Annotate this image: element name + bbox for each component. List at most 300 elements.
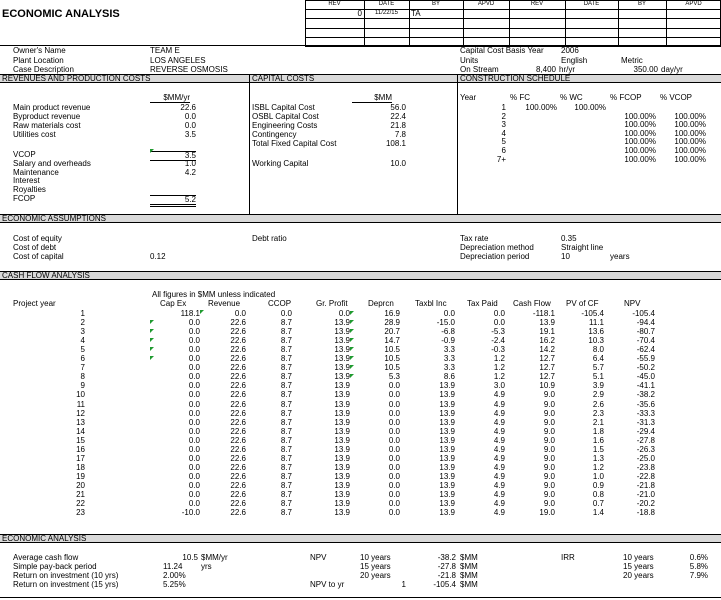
cashflow-cell: 12.7 xyxy=(539,363,555,373)
irr-value: 5.8% xyxy=(689,562,708,571)
cashflow-cell: 1.0 xyxy=(592,471,604,481)
input-flag-icon xyxy=(200,310,204,314)
payback-value: 11.24 xyxy=(163,562,183,571)
cashflow-year: 13 xyxy=(76,417,85,427)
cashflow-cell: -26.3 xyxy=(636,444,655,454)
cashflow-cell: 8.7 xyxy=(280,435,292,445)
cashflow-cell: 13.9 xyxy=(439,480,455,490)
cashflow-cell: 10.9 xyxy=(539,381,555,391)
cashflow-cell: 0.0 xyxy=(388,435,400,445)
assumptions-heading: ECONOMIC ASSUMPTIONS xyxy=(2,214,107,223)
cashflow-cell: 13.9 xyxy=(334,480,350,490)
cashflow-cell: 13.9 xyxy=(439,381,455,391)
cashflow-cell: 4.9 xyxy=(493,471,505,481)
cashflow-year: 6 xyxy=(80,354,85,364)
cashflow-cell: 9.0 xyxy=(543,435,555,445)
cashflow-cell: 8.7 xyxy=(280,417,292,427)
cashflow-cell: 0.0 xyxy=(188,354,200,364)
revision-block xyxy=(305,0,721,46)
cashflow-cell: 3.3 xyxy=(443,345,455,355)
cashflow-cell: 19.1 xyxy=(539,327,555,337)
dep-period-label: Depreciation period xyxy=(460,252,530,261)
cashflow-cell: 16.9 xyxy=(384,309,400,318)
cashflow-cell: 2.3 xyxy=(592,408,604,418)
construction-vcop: 100.00% xyxy=(674,146,706,155)
cashflow-cell: 0.0 xyxy=(388,444,400,454)
cashflow-cell: 8.7 xyxy=(280,363,292,373)
cashflow-cell: 8.7 xyxy=(280,426,292,436)
cashflow-cell: 4.9 xyxy=(493,435,505,445)
cashflow-cell: 22.6 xyxy=(230,480,246,490)
cashflow-cell: 22.6 xyxy=(230,354,246,364)
onstream-hours: 8,400 xyxy=(535,65,556,74)
cashflow-cell: 12.7 xyxy=(539,372,555,382)
construction-wc: 100.00% xyxy=(574,103,606,112)
cost-of-equity-label: Cost of equity xyxy=(13,234,62,243)
section-band-economic xyxy=(0,534,721,543)
cashflow-cell: 0.0 xyxy=(188,399,200,409)
cashflow-cell: 5.1 xyxy=(592,372,604,382)
cashflow-cell: 0.8 xyxy=(592,490,604,499)
dep-period-unit: years xyxy=(610,252,630,261)
irr-label: IRR xyxy=(561,553,575,562)
roi15-label: Return on investment (15 yrs) xyxy=(13,580,119,589)
cashflow-cell: 0.0 xyxy=(188,327,200,337)
cashflow-header: Cap Ex xyxy=(160,299,187,308)
construction-header: Year xyxy=(460,93,477,102)
cashflow-cell: 8.7 xyxy=(280,336,292,346)
construction-year: 3 xyxy=(501,120,506,130)
cashflow-cell: 9.0 xyxy=(543,408,555,418)
irr-value: 7.9% xyxy=(689,571,708,580)
cashflow-cell: -55.9 xyxy=(636,354,655,364)
cashflow-cell: 0.0 xyxy=(188,444,200,454)
cashflow-cell: 4.9 xyxy=(493,444,505,454)
capital-unit: $MM xyxy=(352,94,392,103)
dep-method-label: Depreciation method xyxy=(460,243,534,252)
cashflow-cell: 8.0 xyxy=(592,345,604,355)
cashflow-cell: -35.6 xyxy=(636,399,655,409)
cashflow-cell: 13.9 xyxy=(334,372,350,382)
cashflow-cell: -105.4 xyxy=(581,309,604,318)
input-flag-icon xyxy=(150,356,154,360)
cashflow-cell: -50.2 xyxy=(636,363,655,373)
npv-to-yr-label: NPV to yr xyxy=(310,580,345,589)
cashflow-cell: 10.3 xyxy=(588,336,604,346)
input-flag-icon xyxy=(150,149,154,153)
cashflow-cell: 13.9 xyxy=(334,426,350,436)
cashflow-cell: 0.0 xyxy=(388,390,400,400)
cashflow-cell: -41.1 xyxy=(636,381,655,391)
cashflow-cell: 13.9 xyxy=(334,336,350,346)
cashflow-cell: 4.9 xyxy=(493,480,505,490)
page-title: ECONOMIC ANALYSIS xyxy=(2,8,120,20)
cashflow-cell: 0.0 xyxy=(388,499,400,509)
construction-year: 6 xyxy=(501,146,506,155)
cost-of-capital-value: 0.12 xyxy=(150,252,166,261)
construction-vcop: 100.00% xyxy=(674,154,706,164)
cashflow-cell: -27.8 xyxy=(636,435,655,445)
cashflow-cell: 22.6 xyxy=(230,363,246,373)
cashflow-cell: 8.7 xyxy=(280,381,292,391)
input-flag-icon xyxy=(350,356,354,360)
input-flag-icon xyxy=(350,374,354,378)
construction-fcop: 100.00% xyxy=(624,128,656,138)
cost-row-label: Interest xyxy=(13,176,40,186)
cashflow-cell: 22.6 xyxy=(230,426,246,436)
cost-of-capital-label: Cost of capital xyxy=(13,252,64,261)
cashflow-cell: 0.0 xyxy=(188,435,200,445)
irr-period: 10 years xyxy=(623,553,654,562)
cashflow-year: 21 xyxy=(76,490,85,499)
revenue-row-label: Byproduct revenue xyxy=(13,112,81,121)
cashflow-cell: 13.9 xyxy=(334,345,350,355)
debt-ratio-label: Debt ratio xyxy=(252,234,287,243)
cashflow-year: 7 xyxy=(80,363,85,373)
cashflow-cell: 0.0 xyxy=(493,309,505,318)
cashflow-cell: 8.7 xyxy=(280,372,292,382)
cashflow-cell: 22.6 xyxy=(230,345,246,355)
cashflow-cell: -45.0 xyxy=(636,372,655,382)
rev-number: 0 xyxy=(357,9,362,18)
cashflow-cell: -25.0 xyxy=(636,453,655,463)
cashflow-year: 22 xyxy=(76,499,85,509)
construction-year: 5 xyxy=(501,137,506,147)
cashflow-cell: 8.7 xyxy=(280,444,292,454)
cashflow-cell: 9.0 xyxy=(543,444,555,454)
cashflow-cell: 10.5 xyxy=(384,345,400,355)
cashflow-cell: 4.9 xyxy=(493,490,505,499)
cashflow-cell: 1.6 xyxy=(592,435,604,445)
cashflow-cell: 0.0 xyxy=(188,453,200,463)
cashflow-cell: -15.0 xyxy=(436,318,455,328)
cashflow-cell: 13.9 xyxy=(334,327,350,337)
working-capital-value: 10.0 xyxy=(390,159,406,168)
cashflow-cell: 13.9 xyxy=(334,408,350,418)
cost-row-value: 3.5 xyxy=(150,151,196,161)
cashflow-cell: 13.9 xyxy=(334,499,350,509)
cashflow-cell: 22.6 xyxy=(230,462,246,472)
cashflow-cell: 0.0 xyxy=(188,426,200,436)
cost-row-label: Royalties xyxy=(13,185,46,195)
cashflow-cell: 22.6 xyxy=(230,372,246,382)
construction-header: % FC xyxy=(510,93,530,102)
capital-row-label: Contingency xyxy=(252,130,297,139)
cashflow-cell: 13.9 xyxy=(334,444,350,454)
avg-cash-flow-value: 10.5 xyxy=(182,553,198,562)
cost-row-label: Salary and overheads xyxy=(13,158,91,168)
irr-period: 15 years xyxy=(623,562,654,571)
cashflow-cell: 1.2 xyxy=(493,354,505,364)
irr-period: 20 years xyxy=(623,571,654,580)
cashflow-cell: 4.9 xyxy=(493,417,505,427)
cashflow-cell: -0.3 xyxy=(491,345,505,355)
cashflow-cell: 14.7 xyxy=(384,336,400,346)
input-flag-icon xyxy=(350,311,354,315)
cashflow-cell: 0.0 xyxy=(188,390,200,400)
cashflow-cell: 13.9 xyxy=(539,318,555,328)
cashflow-cell: 22.6 xyxy=(230,381,246,391)
cashflow-cell: 9.0 xyxy=(543,426,555,436)
cashflow-cell: -21.0 xyxy=(636,490,655,499)
construction-vcop: 100.00% xyxy=(674,120,706,130)
construction-header: % FCOP xyxy=(610,93,642,102)
basis-year-value: 2006 xyxy=(561,46,579,55)
cashflow-cell: 13.9 xyxy=(439,444,455,454)
cashflow-cell: 13.9 xyxy=(334,390,350,400)
cashflow-cell: 8.7 xyxy=(280,453,292,463)
cashflow-cell: 2.6 xyxy=(592,399,604,409)
cashflow-cell: 22.6 xyxy=(230,490,246,499)
cashflow-cell: 0.0 xyxy=(388,381,400,391)
cashflow-year: 8 xyxy=(80,372,85,382)
capital-row-value: 7.8 xyxy=(394,130,406,139)
cashflow-cell: 1.4 xyxy=(592,508,604,518)
rev-header-3: APVD xyxy=(477,1,495,7)
npv-value: -21.8 xyxy=(437,571,456,580)
cashflow-cell: -18.8 xyxy=(636,508,655,518)
case-label: Case Description xyxy=(13,65,74,74)
cashflow-cell: 22.6 xyxy=(230,435,246,445)
cashflow-header: CCOP xyxy=(268,299,292,308)
units-label: Units xyxy=(460,56,479,65)
cashflow-cell: 13.9 xyxy=(439,390,455,400)
construction-fcop: 100.00% xyxy=(624,154,656,164)
section-band-revenues xyxy=(0,74,721,83)
rev-header-1: DATE xyxy=(378,1,395,7)
cashflow-cell: 13.9 xyxy=(334,453,350,463)
cashflow-cell: 13.9 xyxy=(334,363,350,373)
rev-header-4: REV xyxy=(530,1,544,7)
cashflow-cell: -6.8 xyxy=(441,327,455,337)
revenues-unit: $MM/yr xyxy=(150,94,190,103)
rev-date: 11/22/15 xyxy=(375,10,398,16)
cashflow-cell: 22.6 xyxy=(230,508,246,518)
cashflow-year: 9 xyxy=(80,381,85,391)
rev-header-6: BY xyxy=(637,1,646,7)
cashflow-cell: 0.0 xyxy=(188,462,200,472)
cashflow-year: 2 xyxy=(80,318,85,328)
cashflow-header: Gr. Profit xyxy=(316,299,348,308)
cashflow-year: 4 xyxy=(80,336,85,346)
construction-header: % WC xyxy=(560,93,583,102)
npv-to-yr-value: -105.4 xyxy=(433,580,456,589)
capital-row-value: 108.1 xyxy=(385,139,406,148)
npv-label: NPV xyxy=(310,553,327,562)
cashflow-cell: 22.6 xyxy=(230,318,246,328)
revenue-row-value: 22.6 xyxy=(180,103,196,112)
cashflow-cell: 13.9 xyxy=(439,471,455,481)
onstream-hours-unit: hr/yr xyxy=(559,65,575,74)
revenue-row-value: 0.0 xyxy=(184,121,196,130)
construction-heading: CONSTRUCTION SCHEDULE xyxy=(460,74,571,83)
cashflow-cell: 9.0 xyxy=(543,471,555,481)
cashflow-year: 15 xyxy=(76,435,85,445)
cashflow-cell: 0.0 xyxy=(188,480,200,490)
cashflow-header: Taxbl Inc xyxy=(415,299,447,308)
cashflow-cell: 9.0 xyxy=(543,490,555,499)
npv-unit: $MM xyxy=(460,571,478,580)
cashflow-cell: 0.0 xyxy=(188,363,200,373)
cashflow-cell: 8.7 xyxy=(280,345,292,355)
cashflow-cell: 13.9 xyxy=(334,318,350,328)
construction-year: 4 xyxy=(501,128,506,138)
cashflow-cell: 8.7 xyxy=(280,318,292,328)
cashflow-cell: 9.0 xyxy=(543,480,555,490)
construction-year: 1 xyxy=(501,103,506,112)
cashflow-cell: 0.0 xyxy=(234,309,246,318)
cashflow-cell: 13.9 xyxy=(334,381,350,391)
revenue-row-value: 0.0 xyxy=(184,112,196,121)
cashflow-cell: 0.0 xyxy=(388,471,400,481)
cashflow-cell: -33.3 xyxy=(636,408,655,418)
cashflow-cell: -22.8 xyxy=(636,471,655,481)
cashflow-cell: -23.8 xyxy=(636,462,655,472)
revenue-row-value: 3.5 xyxy=(184,130,196,139)
project-year-label: Project year xyxy=(13,299,56,308)
tax-rate-label: Tax rate xyxy=(460,234,489,243)
input-flag-icon xyxy=(350,347,354,351)
cashflow-cell: 13.9 xyxy=(334,462,350,472)
cashflow-cell: -118.1 xyxy=(532,309,555,318)
cashflow-cell: 11.1 xyxy=(589,318,604,328)
cashflow-cell: 0.0 xyxy=(388,417,400,427)
cashflow-cell: 13.9 xyxy=(439,417,455,427)
cashflow-cell: 0.0 xyxy=(493,318,505,328)
cashflow-cell: 0.0 xyxy=(188,490,200,499)
cashflow-cell: -2.4 xyxy=(491,336,505,346)
cashflow-year: 18 xyxy=(76,462,85,472)
cashflow-cell: 13.9 xyxy=(439,399,455,409)
cashflow-cell: 4.9 xyxy=(493,499,505,509)
plant-value: LOS ANGELES xyxy=(150,56,206,65)
section-band-assumptions xyxy=(0,214,721,223)
avg-cash-flow-unit: $MM/yr xyxy=(201,553,228,562)
cashflow-cell: 3.9 xyxy=(592,381,604,391)
onstream-days-unit: day/yr xyxy=(661,65,683,74)
cashflow-cell: 0.0 xyxy=(388,490,400,499)
cashflow-cell: 3.0 xyxy=(493,381,505,391)
cashflow-cell: 8.7 xyxy=(280,462,292,472)
cashflow-cell: 13.9 xyxy=(439,508,455,518)
construction-fcop: 100.00% xyxy=(624,120,656,130)
cashflow-cell: 8.7 xyxy=(280,390,292,400)
cashflow-cell: 13.9 xyxy=(334,399,350,409)
rev-header-0: REV xyxy=(328,1,341,7)
cashflow-cell: 0.0 xyxy=(188,417,200,427)
input-flag-icon xyxy=(150,347,154,351)
cashflow-heading: CASH FLOW ANALYSIS xyxy=(2,271,90,280)
cashflow-cell: -62.4 xyxy=(636,345,655,355)
cashflow-cell: -20.2 xyxy=(636,499,655,509)
npv-unit: $MM xyxy=(460,562,478,571)
cashflow-cell: 3.3 xyxy=(443,354,455,364)
onstream-days: 350.00 xyxy=(633,65,658,74)
cashflow-cell: 1.2 xyxy=(493,372,505,382)
cashflow-cell: 9.0 xyxy=(543,417,555,427)
cashflow-year: 20 xyxy=(76,480,85,490)
cashflow-cell: 3.3 xyxy=(443,363,455,373)
cashflow-cell: 0.9 xyxy=(592,480,604,490)
cashflow-cell: 13.9 xyxy=(334,435,350,445)
cashflow-cell: 8.7 xyxy=(280,354,292,364)
construction-fcop: 100.00% xyxy=(624,137,656,147)
cashflow-cell: 0.0 xyxy=(388,480,400,490)
cashflow-cell: 0.0 xyxy=(188,381,200,391)
npv-to-yr-year: 1 xyxy=(401,580,406,589)
cashflow-cell: 0.0 xyxy=(388,453,400,463)
cashflow-cell: 8.7 xyxy=(280,471,292,481)
cashflow-cell: 22.6 xyxy=(230,399,246,409)
onstream-label: On Stream xyxy=(460,65,499,74)
input-flag-icon xyxy=(150,338,154,342)
cashflow-cell: 4.9 xyxy=(493,462,505,472)
units-english: English xyxy=(561,56,588,65)
roi10-value: 2.00% xyxy=(163,571,186,580)
cashflow-year: 19 xyxy=(76,471,85,481)
cashflow-cell: 20.7 xyxy=(384,327,400,337)
cashflow-cell: 13.9 xyxy=(439,499,455,509)
cashflow-cell: 8.7 xyxy=(280,408,292,418)
cashflow-year: 23 xyxy=(76,508,85,518)
cashflow-cell: 6.4 xyxy=(592,354,604,364)
cashflow-cell: 14.2 xyxy=(539,345,555,355)
revenues-heading: REVENUES AND PRODUCTION COSTS xyxy=(2,74,151,83)
cashflow-cell: -21.8 xyxy=(636,480,655,490)
basis-year-label: Capital Cost Basis Year xyxy=(460,46,544,55)
cashflow-year: 11 xyxy=(76,399,85,409)
cashflow-cell: 0.0 xyxy=(188,408,200,418)
construction-vcop: 100.00% xyxy=(674,128,706,138)
npv-period: 10 years xyxy=(360,553,391,562)
cashflow-cell: 0.0 xyxy=(388,426,400,436)
cashflow-cell: 13.9 xyxy=(439,435,455,445)
cashflow-cell: 13.9 xyxy=(439,490,455,499)
cashflow-year: 14 xyxy=(76,426,85,436)
owner-label: Owner's Name xyxy=(13,46,66,55)
cashflow-cell: 1.5 xyxy=(592,444,604,454)
cashflow-cell: 0.0 xyxy=(188,336,200,346)
rev-by: TA xyxy=(411,9,421,18)
capital-row-value: 22.4 xyxy=(390,112,406,121)
construction-fc: 100.00% xyxy=(525,103,557,112)
cashflow-cell: 0.0 xyxy=(188,372,200,382)
cashflow-cell: 0.0 xyxy=(188,318,200,328)
cashflow-header: NPV xyxy=(624,299,641,308)
cashflow-cell: 0.7 xyxy=(592,499,604,509)
cashflow-cell: 22.6 xyxy=(230,327,246,337)
input-flag-icon xyxy=(350,365,354,369)
cashflow-cell: 5.7 xyxy=(592,363,604,373)
cashflow-cell: 5.3 xyxy=(388,372,400,382)
cashflow-header: Cash Flow xyxy=(513,299,551,308)
cashflow-cell: 1.2 xyxy=(592,462,604,472)
input-flag-icon xyxy=(350,338,354,342)
cashflow-cell: 4.9 xyxy=(493,426,505,436)
input-flag-icon xyxy=(350,329,354,333)
cashflow-cell: 19.0 xyxy=(539,508,555,518)
cashflow-cell: 22.6 xyxy=(230,408,246,418)
cashflow-cell: 28.9 xyxy=(384,318,400,328)
cashflow-cell: 22.6 xyxy=(230,390,246,400)
construction-header: % VCOP xyxy=(660,93,693,102)
cashflow-cell: 0.0 xyxy=(388,408,400,418)
construction-fcop: 100.00% xyxy=(624,111,656,121)
cashflow-cell: 10.5 xyxy=(384,363,400,373)
cashflow-cell: 22.6 xyxy=(230,444,246,454)
cashflow-year: 12 xyxy=(76,408,85,418)
cashflow-cell: 13.9 xyxy=(334,354,350,364)
